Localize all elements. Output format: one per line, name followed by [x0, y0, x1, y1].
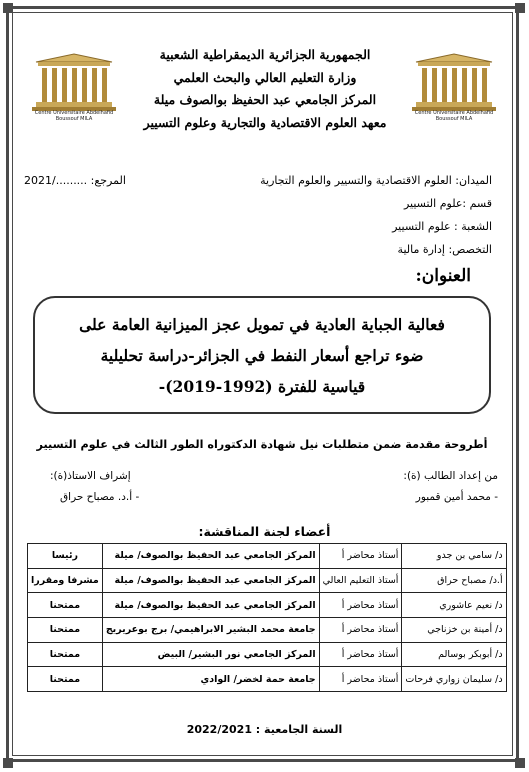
logo-caption: Centre Universitaire Abdelhafid Boussouf MILA [414, 110, 494, 122]
university-building-icon [408, 52, 500, 114]
institution-header [120, 44, 410, 134]
university-building-icon [28, 52, 120, 114]
supervision-label: إشراف الاستاذ(ة): [50, 470, 131, 482]
university-logo-right [408, 52, 500, 122]
member-institution: المركز الجامعي عبد الحفيظ بوالصوف/ ميلة [102, 593, 319, 618]
prepared-by-label: من إعداد الطالب (ة): [403, 470, 498, 482]
member-name: د/ سليمان زواري فرحات [402, 667, 506, 692]
member-rank: أستاذ محاضر أ [319, 593, 402, 618]
border-corner-ornament [3, 758, 13, 768]
title-label: العنوان: [415, 266, 471, 286]
header-ministry: وزارة التعليم العالي والبحث العلمي [173, 69, 357, 85]
member-role: ممتحنا [28, 667, 103, 692]
member-role: ممتحنا [28, 593, 103, 618]
department-text: قسم :علوم التسيير [403, 197, 492, 210]
member-institution: المركز الجامعي عبد الحفيظ بوالصوف/ ميلة [102, 568, 319, 593]
member-institution: المركز الجامعي نور البشير/ البيض [102, 642, 319, 667]
committee-title: أعضاء لجنة المناقشة: [198, 524, 331, 539]
member-name: د/ أبوبكر بوسالم [402, 642, 506, 667]
branch-text: الشعبة : علوم التسيير [392, 220, 492, 233]
member-rank: أستاذ محاضر أ [319, 618, 402, 643]
student-name: - محمد أمين قمبور [415, 491, 498, 503]
header-republic: الجمهورية الجزائرية الديمقراطية الشعبية [159, 47, 371, 62]
table-row [28, 568, 507, 593]
member-name: د/ نعيم عاشوري [402, 593, 506, 618]
title-line-2: ضوء تراجع أسعار النفط في الجزائر-دراسة تحليلية [100, 345, 424, 365]
supervisor-name: - أ.د. مصباح حراق [60, 491, 140, 503]
member-rank: أستاذ محاضر أ [319, 642, 402, 667]
border-corner-ornament [515, 3, 525, 13]
title-line-3: قياسية للفترة (1992-2019)- [158, 376, 366, 396]
member-role: مشرفا ومقررا [28, 568, 103, 593]
member-institution: جامعة حمة لخضر/ الوادي [102, 667, 319, 692]
member-name: د/ أمينة بن خزناجي [402, 618, 506, 643]
thesis-title [47, 309, 477, 402]
member-rank: أستاذ محاضر أ [319, 667, 402, 692]
field-text: الميدان: العلوم الاقتصادية والتسيير والعلوم التجارية [260, 174, 492, 187]
title-line-1: فعالية الجباية العادية في تمويل عجز الميزانية العامة على [79, 314, 445, 334]
member-institution: جامعة محمد البشير الابراهيمي/ برج بوعريريج [102, 618, 319, 643]
university-logo-left [28, 52, 120, 122]
member-institution: المركز الجامعي عبد الحفيظ بوالصوف/ ميلة [102, 544, 319, 569]
logo-caption: Centre Universitaire Abdelhafid Boussouf MILA [34, 110, 114, 122]
border-corner-ornament [3, 3, 13, 13]
table-row [28, 642, 507, 667]
member-rank: أستاذ محاضر أ [319, 544, 402, 569]
thesis-note: أطروحة مقدمة ضمن متطلبات نيل شهادة الدكتوراه الطور الثالث في علوم التسيير [36, 438, 488, 451]
table-row [28, 544, 507, 569]
member-role: رئيسا [28, 544, 103, 569]
member-role: ممتحنا [28, 618, 103, 643]
thesis-title-box [33, 296, 491, 414]
header-university: المركز الجامعي عبد الحفيظ بوالصوف ميلة [153, 92, 377, 107]
member-role: ممتحنا [28, 642, 103, 667]
table-row [28, 593, 507, 618]
member-name: د/ سامي بن جدو [402, 544, 506, 569]
authors-names-row [30, 491, 498, 503]
committee-table [27, 543, 507, 692]
member-name: أ.د/ مصباح حراق [402, 568, 506, 593]
info-row-field [24, 174, 492, 187]
table-row [28, 618, 507, 643]
member-rank: أستاذ التعليم العالي [319, 568, 402, 593]
table-row [28, 667, 507, 692]
authors-labels-row [30, 470, 498, 482]
border-corner-ornament [515, 758, 525, 768]
reference-text: المرجع: ........./2021 [24, 174, 126, 187]
header-institute: معهد العلوم الاقتصادية والتجارية وعلوم التسيير [143, 114, 387, 130]
specialty-text: التخصص: إدارة مالية [397, 243, 492, 256]
academic-year: السنة الجامعية : 2022/2021 [186, 723, 343, 736]
